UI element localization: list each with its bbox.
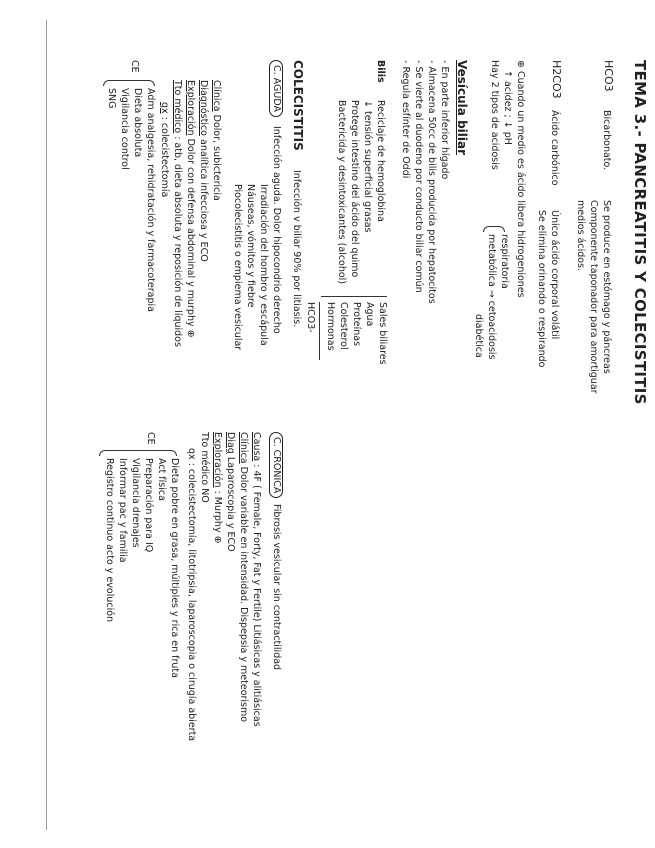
aguda-label: C. AGUDA bbox=[269, 60, 283, 117]
aguda-ce-list: Adm analgesia, rehidratación y farmacoterapia Dieta absoluta Vigilancia control SNG bbox=[106, 88, 156, 312]
h2co3-formula: H2CO3 bbox=[550, 60, 563, 99]
acidosis-types: respiratoria metabólica → cetoacidosis diabética bbox=[473, 234, 510, 360]
cronica-ce-label: CE bbox=[145, 432, 156, 445]
vesicula-heading: Vesícula biliar bbox=[455, 60, 469, 156]
composition-underline bbox=[319, 302, 320, 360]
hco3-name: Bicarbonato. bbox=[601, 110, 612, 171]
cronica-rows: Causa : 4F ( Female, Forty, Fat y Fertile) Litiásicas y alitiásicas Clínica Dolor variable en intensidad. Dispepsia y meteorismo Diag Laparoscopia y ECO Exploración : Murphy ⊕ Tto médico NO qx : colecistectomía, litotripsia, laparoscopia o cirugía abierta bbox=[186, 432, 262, 742]
composition-hco3: HCO3- bbox=[305, 302, 316, 333]
acidosis-brace bbox=[483, 226, 505, 232]
bilis-list: Reciclaje de hemoglobina ↓ tensión superficial grasas Protege intestino del ácido del quimo Bactericida y desintoxicantes (alcohol) bbox=[336, 100, 386, 285]
cronica-ce-list: Dieta pobre en grasa, múltiples y rica en fruta Act física Preparación para IQ Vigilancia drenajes Informar pac y familia Registro continuo acto y evolución bbox=[104, 458, 180, 678]
handwritten-notes bbox=[43, 40, 655, 800]
h2co3-name: Ácido carbónico bbox=[549, 110, 560, 186]
aguda-ce-label: CE bbox=[129, 60, 140, 73]
aguda-description: Infección aguda. Dolor hipocondrio derecho Irradiación del hombro y escápula Náuseas, vómitos y fiebre Piocolecistitis o empiema vesicular bbox=[232, 126, 282, 351]
cronica-ce-brace bbox=[99, 450, 177, 456]
page-title: TEMA 3.- PANCREATITIS Y COLECISTITIS bbox=[631, 60, 649, 405]
hco3-description: Se produce en estómago y páncreas Componente taponador para amortiguar medios ácidos. bbox=[575, 200, 612, 394]
cronica-description: Fibrosis vesicular sin contractilidad bbox=[271, 504, 282, 671]
h2co3-description: Único ácido corporal volátil Se elimina orinando o respirando bbox=[536, 210, 560, 368]
vesicula-list: - En parte inferior hígado - Almacena 50cc de bilis producida por hepatocitos - Se vierte al duodeno por conducto biliar común - Regula esfínter de Oddi bbox=[400, 60, 450, 304]
aguda-rows: Clínica Dolor, subictericia Diagnóstico analítica infecciosa y ECO Exploración Dolor con defensa abdominal y murphy ⊕ Tto médico : atb, dieta absoluta y reposición de líquidos qx : colecistectomía bbox=[159, 80, 222, 347]
colecistitis-definition: Infección v biliar 90% por litiasis. bbox=[291, 170, 302, 328]
colecistitis-heading: COLECISTITIS bbox=[291, 60, 305, 151]
bilis-composition: Sales biliares Agua Proteínas Colesterol Hormonas bbox=[325, 302, 388, 365]
aguda-ce-brace bbox=[103, 80, 155, 86]
cronica-label: C. CRÓNICA bbox=[269, 432, 283, 498]
bilis-divider bbox=[321, 296, 387, 297]
hco3-formula: HCO3 bbox=[602, 60, 615, 92]
bilis-label: Bilis bbox=[375, 60, 386, 83]
acid-note: ⊕ Cuando un medio es ácido libera hidrogeniones ↑ acidez ; ↓ pH Hay 2 tipos de acidosis bbox=[489, 60, 526, 298]
